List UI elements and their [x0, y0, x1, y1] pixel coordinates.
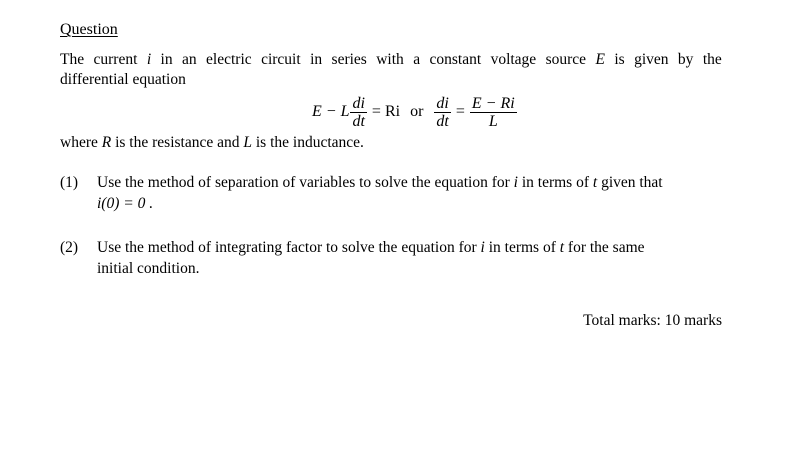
differential-equation [312, 90, 518, 134]
word: by [677, 51, 694, 68]
fraction-numerator: di [436, 94, 449, 112]
initial-condition: i(0) = 0 . [97, 195, 154, 212]
question-part-2 [60, 237, 722, 279]
intro-paragraph [60, 50, 722, 90]
variable-i: i [513, 174, 518, 191]
word: given [634, 51, 669, 68]
part-text: in terms of [521, 174, 589, 191]
word: is [614, 51, 625, 68]
word: an [182, 51, 197, 68]
intro-line-2: differential equation [60, 71, 186, 88]
variable-i: i [480, 239, 485, 256]
question-heading: Question [60, 21, 118, 38]
eq-or: or [410, 103, 424, 120]
variable-L: L [243, 134, 252, 151]
fraction-numerator: E − Ri [471, 94, 515, 112]
word: the [702, 51, 722, 68]
word: with [376, 51, 404, 68]
part-line [97, 237, 722, 258]
word: in [310, 51, 323, 68]
part-number: (2) [60, 239, 79, 256]
part-text: for the same [567, 239, 645, 256]
word: in [160, 51, 173, 68]
part-line-2: initial condition. [97, 260, 200, 277]
fraction-denominator: dt [352, 112, 365, 130]
variable-R: R [101, 134, 112, 151]
definitions-line [60, 134, 364, 152]
part-text: in terms of [488, 239, 556, 256]
word: current [93, 51, 138, 68]
word: The [60, 51, 85, 68]
question-part-1 [60, 172, 722, 214]
variable-i: i [146, 51, 152, 68]
fraction-E-minus-Ri-over-L [470, 95, 517, 130]
definitions-text: where [60, 134, 98, 151]
word: series [331, 51, 367, 68]
part-body [97, 237, 722, 279]
word: source [545, 51, 587, 68]
word: circuit [261, 51, 301, 68]
part-text: Use the method of separation of variables to solve the equation for [97, 174, 510, 191]
eq-equals: = [455, 103, 465, 120]
total-marks: Total marks: 10 marks [583, 312, 722, 329]
word: voltage [490, 51, 537, 68]
variable-t: t [592, 174, 598, 191]
fraction-denominator: L [488, 112, 498, 130]
part-line [97, 172, 722, 193]
word: electric [206, 51, 252, 68]
definitions-text: is the inductance. [255, 134, 364, 151]
variable-t: t [559, 239, 565, 256]
eq-lhs-left: E − L [312, 103, 350, 120]
part-number: (1) [60, 174, 79, 191]
intro-line-1 [60, 50, 722, 70]
word: a [413, 51, 421, 68]
part-text: given that [601, 174, 663, 191]
part-body [97, 172, 722, 214]
fraction-di-dt-2 [434, 95, 450, 130]
definitions-text: is the resistance and [115, 134, 240, 151]
fraction-di-dt-1 [350, 95, 366, 130]
part-text: Use the method of integrating factor to solve the equation for [97, 239, 477, 256]
word: constant [429, 51, 482, 68]
fraction-numerator: di [352, 94, 365, 112]
fraction-denominator: dt [436, 112, 449, 130]
variable-E: E [595, 51, 605, 68]
eq-lhs-right: = Ri [371, 103, 401, 120]
